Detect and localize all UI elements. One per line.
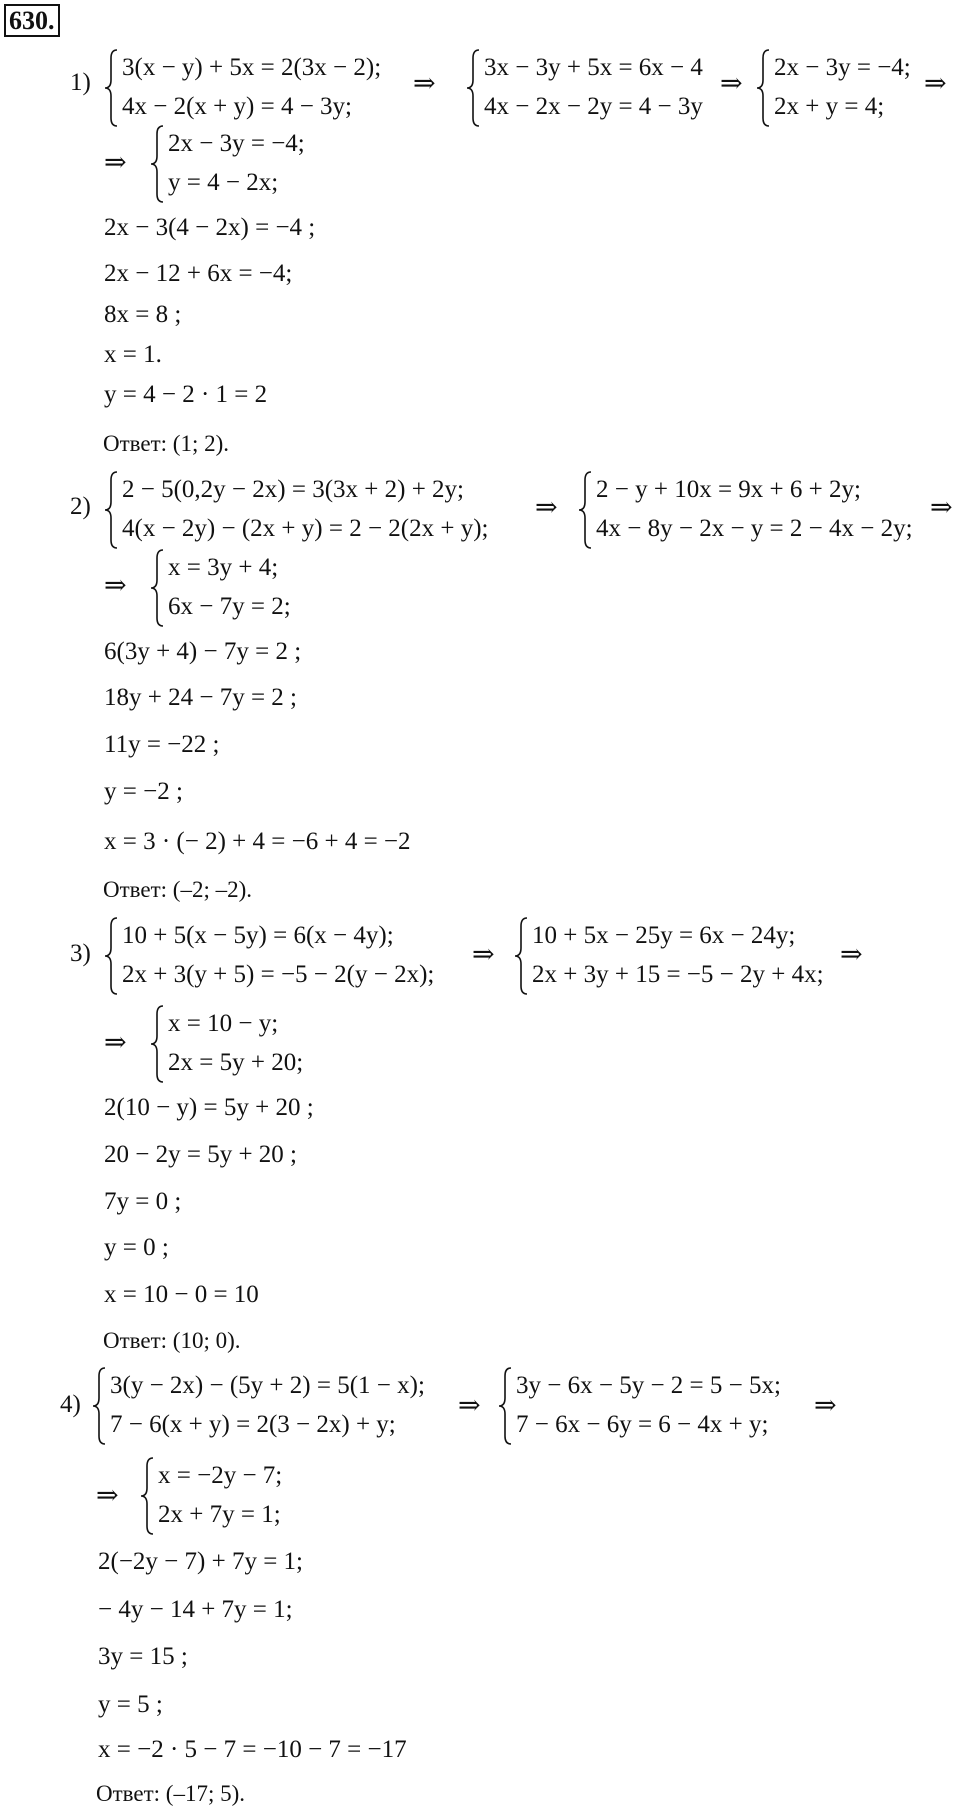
- equation: 4x − 8y − 2x − y = 2 − 4x − 2y;: [596, 515, 913, 542]
- brace-icon: [466, 48, 480, 128]
- equation: 2x = 5y + 20;: [168, 1049, 304, 1076]
- part-3-label: 3): [70, 940, 91, 967]
- step-line: − 4y − 14 + 7y = 1;: [98, 1596, 293, 1623]
- brace-icon: [150, 124, 164, 204]
- answer: Ответ: (–2; –2).: [103, 877, 252, 902]
- step-line: y = 0 ;: [104, 1234, 169, 1261]
- implies-arrow: ⇒: [472, 939, 495, 969]
- brace-icon: [150, 1004, 164, 1084]
- step-line: x = −2 · 5 − 7 = −10 − 7 = −17: [98, 1736, 407, 1763]
- answer: Ответ: (1; 2).: [103, 431, 229, 456]
- part-4-system-original: [92, 1366, 425, 1444]
- step-line: x = 3 · (− 2) + 4 = −6 + 4 = −2: [104, 828, 411, 855]
- brace-icon: [498, 1366, 512, 1446]
- part-4-system-expanded: [498, 1366, 781, 1444]
- step-line: 7y = 0 ;: [104, 1188, 182, 1215]
- brace-icon: [756, 48, 770, 128]
- equation: 7 − 6x − 6y = 6 − 4x + y;: [516, 1411, 769, 1438]
- equation: 4x − 2x − 2y = 4 − 3y: [484, 93, 703, 120]
- brace-icon: [578, 470, 592, 550]
- brace-icon: [140, 1456, 154, 1536]
- part-1-system-simplified: [756, 48, 911, 126]
- brace-icon: [514, 916, 528, 996]
- part-4-system-substitution: [140, 1456, 282, 1534]
- implies-arrow: ⇒: [413, 68, 436, 98]
- problem-number: 630.: [4, 4, 60, 37]
- step-line: 2(−2y − 7) + 7y = 1;: [98, 1548, 303, 1575]
- answer: Ответ: (–17; 5).: [96, 1781, 245, 1806]
- implies-arrow: ⇒: [104, 147, 127, 177]
- equation: x = 3y + 4;: [168, 554, 279, 581]
- part-2-system-original: [104, 470, 489, 548]
- step-line: 2(10 − y) = 5y + 20 ;: [104, 1094, 314, 1121]
- equation: 3y − 6x − 5y − 2 = 5 − 5x;: [516, 1372, 781, 1399]
- step-line: x = 10 − 0 = 10: [104, 1281, 259, 1308]
- equation: 10 + 5x − 25y = 6x − 24y;: [532, 922, 796, 949]
- implies-arrow: ⇒: [96, 1480, 119, 1510]
- step-line: 6(3y + 4) − 7y = 2 ;: [104, 638, 302, 665]
- equation: 6x − 7y = 2;: [168, 593, 291, 620]
- equation: x = 10 − y;: [168, 1010, 279, 1037]
- part-1-system-expanded: [466, 48, 703, 126]
- brace-icon: [104, 470, 118, 550]
- equation: 2x + 7y = 1;: [158, 1501, 281, 1528]
- equation: 2x − 3y = −4;: [774, 54, 911, 81]
- step-line: 2x − 12 + 6x = −4;: [104, 260, 293, 287]
- step-line: 2x − 3(4 − 2x) = −4 ;: [104, 214, 316, 241]
- equation: 3(x − y) + 5x = 2(3x − 2);: [122, 54, 382, 81]
- implies-arrow: ⇒: [814, 1390, 837, 1420]
- implies-arrow: ⇒: [104, 1027, 127, 1057]
- brace-icon: [104, 48, 118, 128]
- step-line: 18y + 24 − 7y = 2 ;: [104, 684, 297, 711]
- implies-arrow: ⇒: [104, 570, 127, 600]
- equation: y = 4 − 2x;: [168, 169, 279, 196]
- brace-icon: [150, 548, 164, 628]
- part-2-system-substitution: [150, 548, 291, 626]
- step-line: y = −2 ;: [104, 778, 183, 805]
- part-2-label: 2): [70, 493, 91, 520]
- step-line: x = 1.: [104, 341, 162, 368]
- step-line: y = 5 ;: [98, 1691, 163, 1718]
- part-3-system-substitution: [150, 1004, 303, 1082]
- part-3-system-original: [104, 916, 434, 994]
- step-line: 8x = 8 ;: [104, 301, 182, 328]
- implies-arrow: ⇒: [924, 68, 947, 98]
- part-1-system-original: [104, 48, 381, 126]
- implies-arrow: ⇒: [458, 1390, 481, 1420]
- equation: 10 + 5(x − 5y) = 6(x − 4y);: [122, 922, 394, 949]
- equation: 2x − 3y = −4;: [168, 130, 305, 157]
- equation: 2 − 5(0,2y − 2x) = 3(3x + 2) + 2y;: [122, 476, 464, 503]
- equation: 2 − y + 10x = 9x + 6 + 2y;: [596, 476, 861, 503]
- equation: 2x + 3y + 15 = −5 − 2y + 4x;: [532, 961, 824, 988]
- part-1-system-substitution: [150, 124, 305, 202]
- equation: 3(y − 2x) − (5y + 2) = 5(1 − x);: [110, 1372, 425, 1399]
- implies-arrow: ⇒: [840, 939, 863, 969]
- implies-arrow: ⇒: [535, 492, 558, 522]
- equation: 4(x − 2y) − (2x + y) = 2 − 2(2x + y);: [122, 515, 489, 542]
- step-line: 11y = −22 ;: [104, 731, 220, 758]
- part-1-label: 1): [70, 69, 91, 96]
- equation: 2x + 3(y + 5) = −5 − 2(y − 2x);: [122, 961, 435, 988]
- implies-arrow: ⇒: [720, 68, 743, 98]
- equation: 7 − 6(x + y) = 2(3 − 2x) + y;: [110, 1411, 396, 1438]
- part-3-system-expanded: [514, 916, 824, 994]
- part-2-system-expanded: [578, 470, 913, 548]
- step-line: 3y = 15 ;: [98, 1643, 188, 1670]
- answer: Ответ: (10; 0).: [103, 1328, 241, 1353]
- equation: 4x − 2(x + y) = 4 − 3y;: [122, 93, 352, 120]
- step-line: y = 4 − 2 · 1 = 2: [104, 381, 268, 408]
- implies-arrow: ⇒: [930, 492, 953, 522]
- step-line: 20 − 2y = 5y + 20 ;: [104, 1141, 297, 1168]
- brace-icon: [104, 916, 118, 996]
- equation: x = −2y − 7;: [158, 1462, 283, 1489]
- part-4-label: 4): [60, 1391, 81, 1418]
- brace-icon: [92, 1366, 106, 1446]
- equation: 2x + y = 4;: [774, 93, 885, 120]
- equation: 3x − 3y + 5x = 6x − 4: [484, 54, 703, 81]
